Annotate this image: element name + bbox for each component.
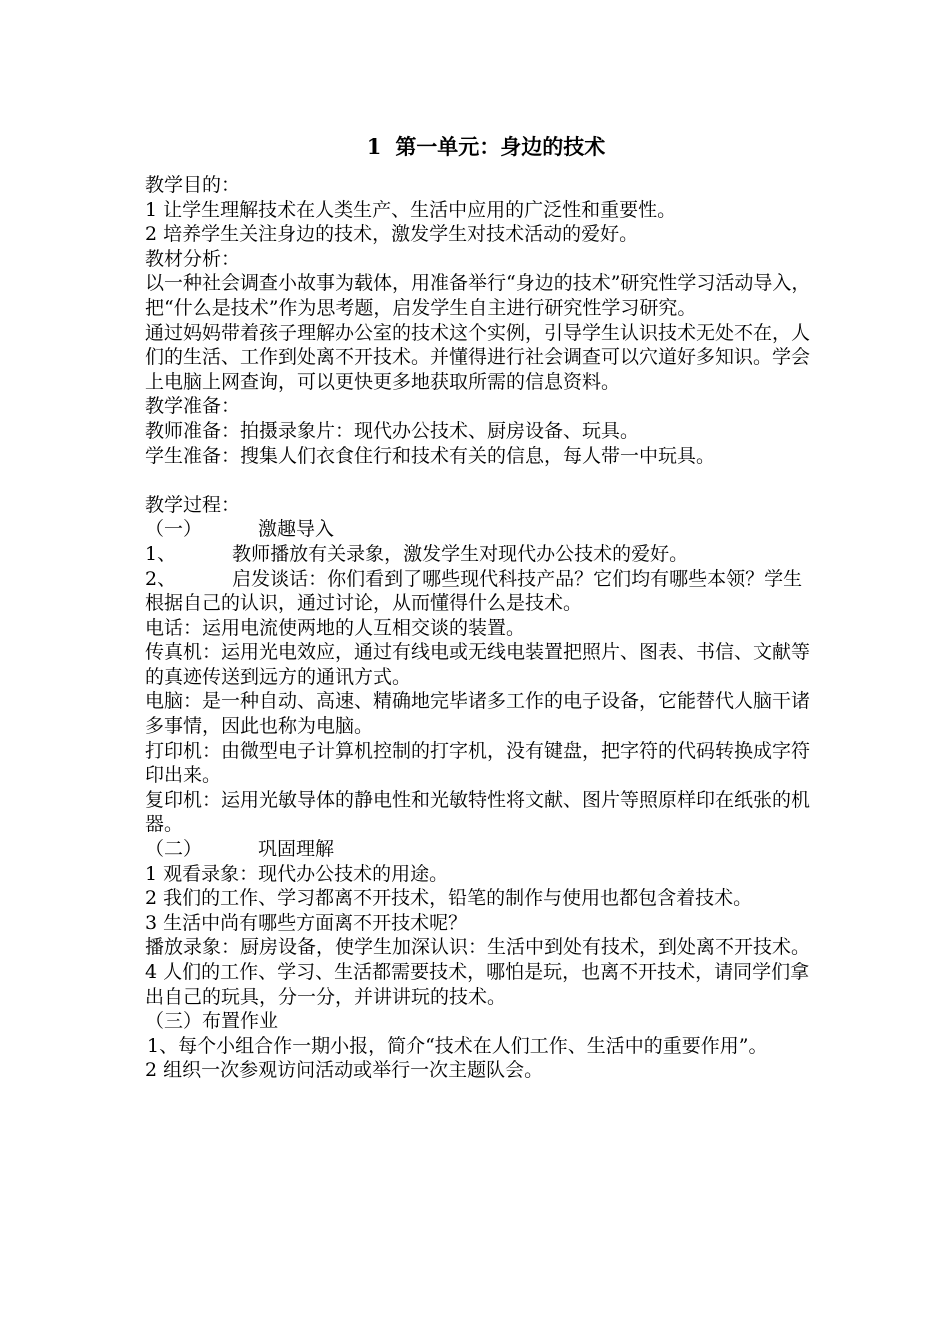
- section-1-number: （一）: [145, 518, 203, 541]
- section-2-heading: [145, 837, 813, 862]
- section-1-heading: [145, 517, 813, 542]
- section-3-heading: （三）布置作业: [145, 1010, 279, 1033]
- analysis-paragraph-1: 以一种社会调查小故事为载体，用准备举行“身边的技术”研究性学习活动导入，把“什么是技术”作为思考题，启发学生自主进行研究性学习研究。: [145, 272, 811, 319]
- consolidate-item-3: 3 生活中尚有哪些方面离不开技术呢？: [145, 911, 468, 934]
- heading-teaching-goals: 教学目的：: [145, 174, 241, 196]
- lesson-number: 1: [366, 134, 382, 159]
- goal-1: 1 让学生理解技术在人类生产、生活中应用的广泛性和重要性。: [145, 198, 677, 221]
- heading-preparation: 教学准备：: [145, 395, 241, 418]
- step-2-text: 启发谈话：你们看到了哪些现代科技产品？它们均有哪些本领？学生根据自己的认识，通过讨论，从而懂得什么是技术。: [145, 567, 803, 615]
- step-1-number: 1、: [145, 542, 177, 565]
- heading-material-analysis: 教材分析：: [145, 247, 241, 270]
- section-2-number: （二）: [145, 838, 203, 861]
- teacher-preparation: 教师准备：拍摄录象片：现代办公技术、厨房设备、玩具。: [145, 419, 640, 442]
- section-2-title: 巩固理解: [258, 838, 335, 861]
- goal-2: 2 培养学生关注身边的技术，激发学生对技术活动的爱好。: [145, 223, 639, 246]
- consolidate-item-2: 2 我们的工作、学习都离不开技术，铅笔的制作与使用也都包含着技术。: [145, 887, 753, 910]
- step-2-number: 2、: [145, 567, 177, 590]
- consolidate-item-1: 1 观看录象：现代办公技术的用途。: [145, 862, 449, 885]
- definition-fax: 传真机：运用光电效应，通过有线电或无线电装置把照片、图表、书信、文献等的真迹传送到远方的通讯方式。: [145, 641, 811, 688]
- document-body: [145, 133, 813, 1083]
- step-1: [145, 542, 813, 567]
- definition-copier: 复印机：运用光敏导体的静电性和光敏特性将文献、图片等照原样印在纸张的机器。: [145, 788, 811, 836]
- definition-computer: 电脑：是一种自动、高速、精确地完毕诸多工作的电子设备，它能替代人脑干诸多事情，因此也称为电脑。: [145, 690, 811, 738]
- analysis-paragraph-2: 通过妈妈带着孩子理解办公室的技术这个实例，引导学生认识技术无处不在，人们的生活、工作到处离不开技术。并懂得进行社会调查可以穴道好多知识。学会上电脑上网查询，可以更快更多地获取所需的信息资料。: [145, 321, 811, 393]
- homework-1: 1、每个小组合作一期小报，简介“技术在人们工作、生活中的重要作用”。: [147, 1034, 768, 1057]
- definition-printer: 打印机：由微型电子计算机控制的打字机，没有键盘，把字符的代码转换成字符印出来。: [145, 739, 811, 787]
- step-2: [145, 567, 813, 616]
- lesson-title: [145, 133, 813, 161]
- lesson-title-text: 第一单元：身边的技术: [395, 134, 606, 159]
- step-1-text: 教师播放有关录象，激发学生对现代办公技术的爱好。: [232, 542, 689, 565]
- consolidate-item-4: 4 人们的工作、学习、生活都需要技术，哪怕是玩，也离不开技术，请同学们拿出自己的玩具，分一分，并讲讲玩的技术。: [145, 961, 810, 1008]
- consolidate-video: 播放录象：厨房设备，使学生加深认识：生活中到处有技术，到处离不开技术。: [145, 936, 811, 959]
- definition-telephone: 电话：运用电流使两地的人互相交谈的装置。: [145, 616, 526, 639]
- heading-teaching-process: 教学过程：: [145, 493, 241, 516]
- student-preparation: 学生准备：搜集人们衣食住行和技术有关的信息，每人带一中玩具。: [145, 444, 716, 467]
- homework-2: 2 组织一次参观访问活动或举行一次主题队会。: [145, 1059, 544, 1082]
- blank-line: [145, 468, 813, 493]
- section-1-title: 激趣导入: [258, 518, 335, 541]
